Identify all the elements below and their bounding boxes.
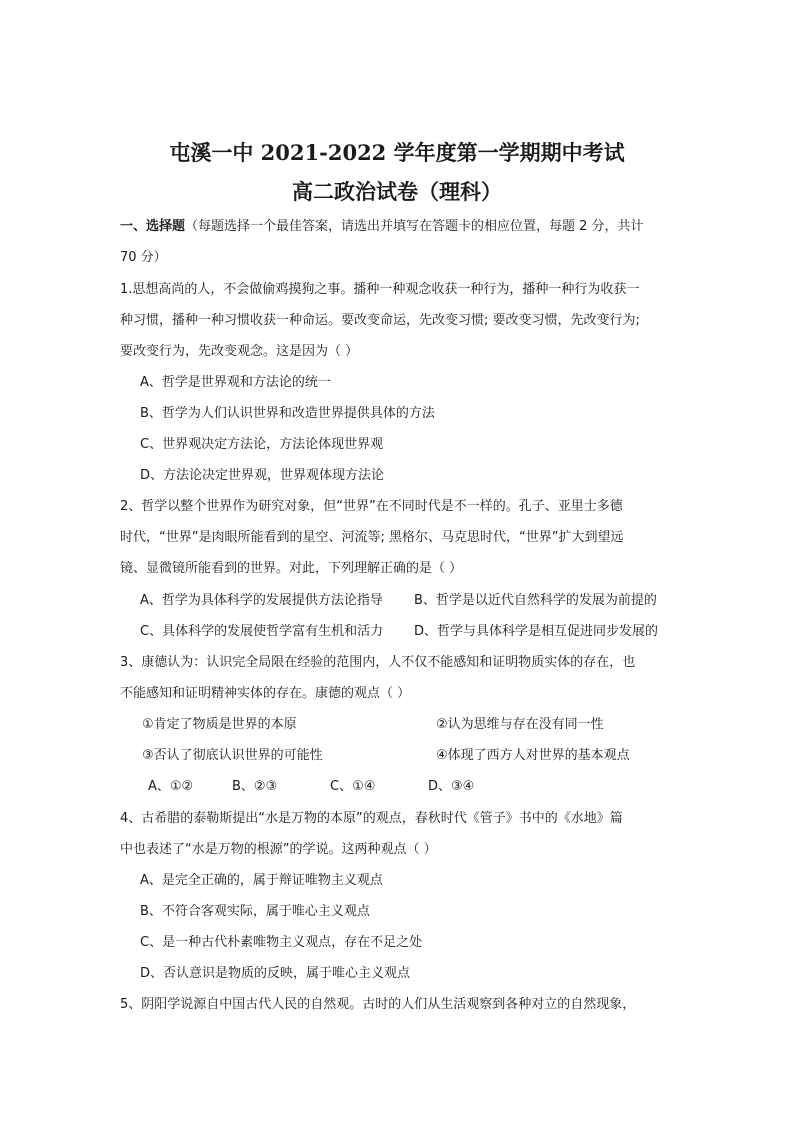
- q1-stem-line: 要改变行为，先改变观念。这是因为（ ）: [120, 344, 359, 359]
- q5-stem-line: 5、阴阳学说源自中国古代人民的自然观。古时的人们从生活观察到各种对立的自然现象，: [120, 997, 636, 1012]
- section-instruction-cont: 70 分）: [120, 250, 167, 265]
- q4-option-a: A、是完全正确的，属于辩证唯物主义观点: [140, 873, 383, 888]
- q4-stem-line: 中也表述了“水是万物的根源”的学说。这两种观点（ ）: [120, 842, 437, 857]
- q1-option-d: D、方法论决定世界观，世界观体现方法论: [140, 468, 385, 483]
- q3-stem-line: 3、康德认为：认识完全局限在经验的范围内，人不仅不能感知和证明物质实体的存在，也: [120, 655, 636, 670]
- q3-choice-c: C、①④: [330, 779, 376, 794]
- section-instruction-text: （每题选择一个最佳答案，请选出并填写在答题卡的相应位置，每题 2 分，共计: [185, 219, 644, 234]
- q1-option-c: C、世界观决定方法论，方法论体现世界观: [140, 437, 384, 452]
- q1-stem-line: 种习惯，播种一种习惯收获一种命运。要改变命运，先改变习惯; 要改变习惯，先改变行为;: [120, 313, 640, 328]
- q3-choice-a: A、①②: [148, 779, 194, 794]
- q2-stem-line: 镜、显微镜所能看到的世界。对此，下列理解正确的是（ ）: [120, 561, 463, 576]
- q1-stem-line: 1.思想高尚的人，不会做偷鸡摸狗之事。播种一种观念收获一种行为，播种一种行为收获一: [120, 282, 640, 297]
- exam-title: 屯溪一中 2021-2022 学年度第一学期期中考试: [169, 140, 625, 165]
- q2-option-d: D、哲学与具体科学是相互促进同步发展的: [414, 624, 659, 639]
- q3-statement-3: ③否认了彻底认识世界的可能性: [142, 748, 323, 763]
- q3-statement-2: ②认为思维与存在没有同一性: [436, 717, 604, 732]
- q2-option-a: A、哲学为具体科学的发展提供方法论指导: [140, 593, 383, 608]
- q1-option-b: B、哲学为人们认识世界和改造世界提供具体的方法: [140, 406, 435, 421]
- section-instruction: [120, 219, 644, 235]
- exam-subtitle: 高二政治试卷（理科）: [292, 179, 502, 204]
- q2-stem-line: 时代，“世界”是肉眼所能看到的星空、河流等; 黑格尔、马克思时代，“世界”扩大到望远: [120, 530, 624, 545]
- section-heading: 一、选择题: [120, 219, 186, 234]
- q4-option-c: C、是一种古代朴素唯物主义观点，存在不足之处: [140, 935, 423, 950]
- q2-stem-line: 2、哲学以整个世界作为研究对象，但“世界”在不同时代是不一样的。孔子、亚里士多德: [120, 499, 623, 514]
- q3-statement-4: ④体现了西方人对世界的基本观点: [436, 748, 630, 763]
- q3-statement-1: ①肯定了物质是世界的本原: [142, 717, 297, 732]
- q4-option-d: D、否认意识是物质的反映，属于唯心主义观点: [140, 966, 411, 981]
- q4-stem-line: 4、古希腊的泰勒斯提出“水是万物的本原”的观点，春秋时代《管子》书中的《水地》篇: [120, 811, 623, 826]
- q3-choice-d: D、③④: [428, 779, 475, 794]
- q3-stem-line: 不能感知和证明精神实体的存在。康德的观点（ ）: [120, 686, 411, 701]
- q2-option-c: C、具体科学的发展使哲学富有生机和活力: [140, 624, 384, 639]
- q1-option-a: A、哲学是世界观和方法论的统一: [140, 375, 331, 390]
- q4-option-b: B、不符合客观实际，属于唯心主义观点: [140, 904, 370, 919]
- q2-option-b: B、哲学是以近代自然科学的发展为前提的: [414, 593, 657, 608]
- q3-choice-b: B、②③: [232, 779, 278, 794]
